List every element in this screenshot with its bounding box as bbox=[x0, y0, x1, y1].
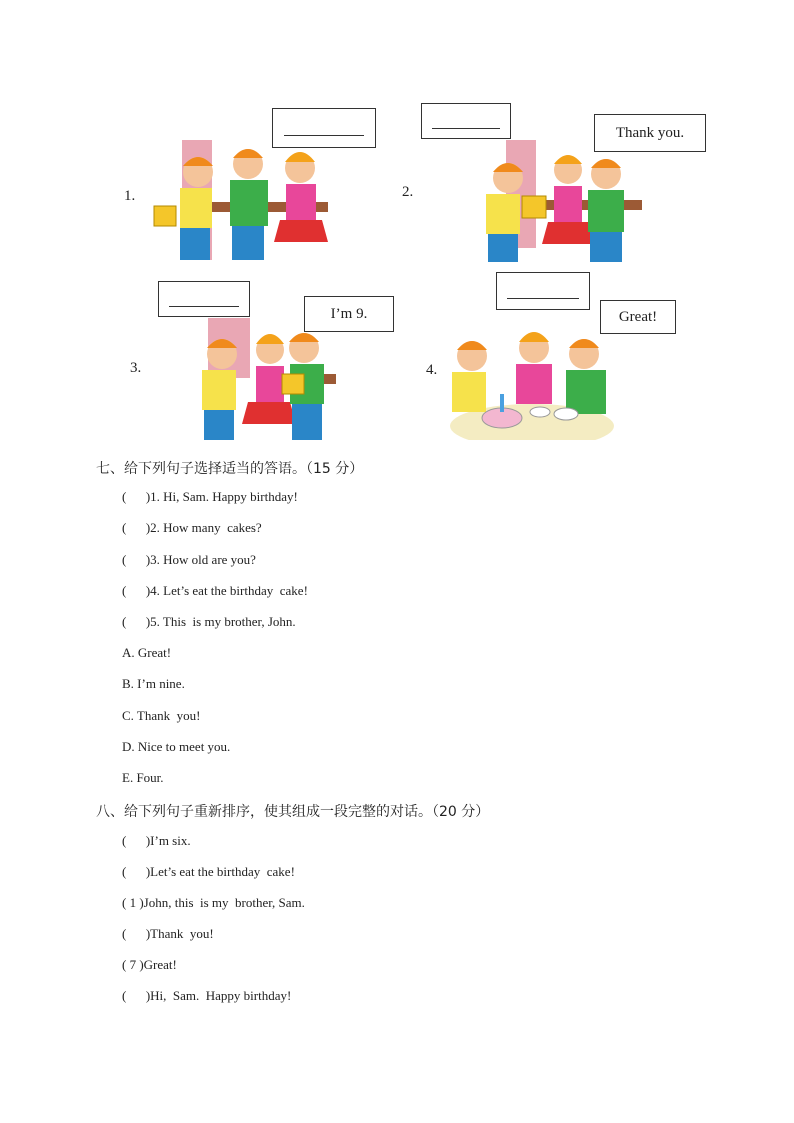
question-item: ( )2. How many cakes? bbox=[122, 520, 262, 535]
picture-4-illustration bbox=[444, 326, 614, 440]
question-item: ( )5. This is my brother, John. bbox=[122, 614, 296, 629]
question-item: ( )4. Let’s eat the birthday cake! bbox=[122, 583, 308, 598]
picture-4-right-speech-bubble: Great! bbox=[600, 300, 676, 334]
answer-blank[interactable] bbox=[169, 292, 239, 307]
dialogue-line: ( )Thank you! bbox=[122, 926, 214, 941]
answer-option: B. I’m nine. bbox=[122, 676, 185, 691]
section-8-heading: 八、给下列句子重新排序，使其组成一段完整的对话。（20 分） bbox=[96, 804, 490, 820]
picture-3-left-speech-bubble bbox=[158, 281, 250, 317]
answer-blank[interactable] bbox=[507, 284, 579, 299]
picture-2-illustration bbox=[472, 140, 644, 262]
picture-2-right-speech-bubble: Thank you. bbox=[594, 114, 706, 152]
picture-1-speech-bubble bbox=[272, 108, 376, 148]
picture-3-illustration bbox=[184, 318, 338, 440]
dialogue-line: ( )Hi, Sam. Happy birthday! bbox=[122, 988, 292, 1003]
question-item: ( )1. Hi, Sam. Happy birthday! bbox=[122, 489, 298, 504]
picture-2-number: 2. bbox=[402, 184, 414, 200]
answer-option: A. Great! bbox=[122, 645, 172, 660]
dialogue-line: ( 1 )John, this is my brother, Sam. bbox=[122, 895, 305, 910]
answer-option: D. Nice to meet you. bbox=[122, 739, 231, 754]
picture-3-right-speech-bubble: I’m 9. bbox=[304, 296, 394, 332]
answer-option: E. Four. bbox=[122, 770, 164, 785]
dialogue-line: ( )Let’s eat the birthday cake! bbox=[122, 864, 295, 879]
picture-4-number: 4. bbox=[426, 362, 438, 378]
answer-blank[interactable] bbox=[284, 121, 364, 136]
picture-4-left-speech-bubble bbox=[496, 272, 590, 310]
answer-option: C. Thank you! bbox=[122, 708, 201, 723]
dialogue-line: ( 7 )Great! bbox=[122, 957, 177, 972]
question-item: ( )3. How old are you? bbox=[122, 552, 256, 567]
section-7-heading: 七、给下列句子选择适当的答语。（15 分） bbox=[96, 461, 364, 477]
dialogue-line: ( )I’m six. bbox=[122, 833, 191, 848]
answer-blank[interactable] bbox=[432, 114, 501, 129]
picture-1-illustration bbox=[150, 140, 330, 260]
picture-2-left-speech-bubble bbox=[421, 103, 511, 139]
picture-3-number: 3. bbox=[130, 360, 142, 376]
picture-1-number: 1. bbox=[124, 188, 136, 204]
